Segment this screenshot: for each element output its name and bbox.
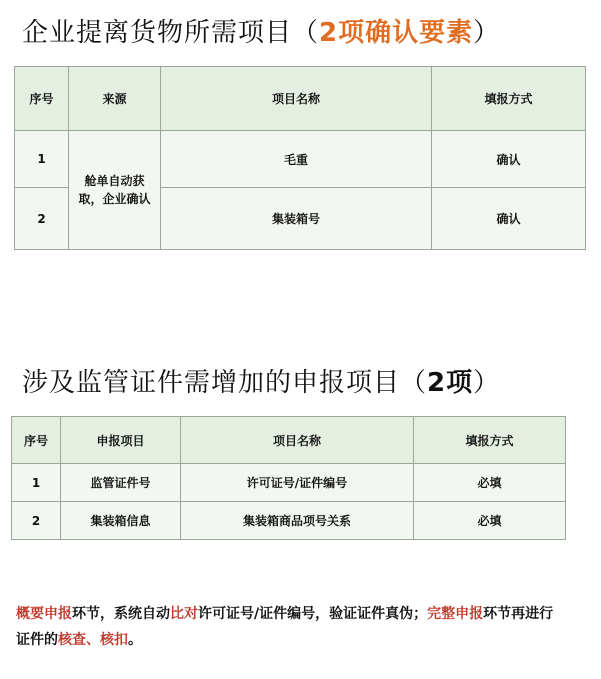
section2-title-suffix: ） (473, 368, 501, 398)
note-text: 。 (128, 632, 142, 648)
footnote (16, 601, 556, 653)
section2-title-bold: 2项 (427, 368, 474, 398)
note-text: 环节再进行证件的 (16, 606, 554, 648)
item-name: 集装箱号 (161, 188, 432, 250)
fill-method: 确认 (432, 131, 586, 188)
table-row (12, 502, 566, 540)
fill-method: 必填 (414, 464, 566, 502)
row-number: 2 (15, 188, 69, 250)
note-red-text: 完整申报 (427, 606, 484, 622)
item-name: 许可证号/证件编号 (181, 464, 414, 502)
row-number: 1 (15, 131, 69, 188)
header-cell: 填报方式 (414, 417, 566, 464)
header-cell: 项目名称 (161, 67, 432, 131)
source-cell: 舱单自动获取，企业确认 (69, 131, 161, 250)
section1-table (14, 66, 586, 250)
header-cell: 项目名称 (181, 417, 414, 464)
note-text: 环节，系统自动 (72, 606, 170, 622)
section1-title-prefix: 企业提离货物所需项目（ (22, 18, 320, 48)
section2-table (11, 416, 566, 540)
table-row (12, 464, 566, 502)
item-name: 集装箱商品项号关系 (181, 502, 414, 540)
declaration-item: 集装箱信息 (61, 502, 181, 540)
fill-method: 必填 (414, 502, 566, 540)
section1-title (22, 12, 500, 49)
header-cell: 序号 (15, 67, 69, 131)
item-name: 毛重 (161, 131, 432, 188)
header-cell: 申报项目 (61, 417, 181, 464)
header-cell: 填报方式 (432, 67, 586, 131)
table-header-row (12, 417, 566, 464)
table-header-row (15, 67, 586, 131)
fill-method: 确认 (432, 188, 586, 250)
section1-title-suffix: ） (473, 18, 501, 48)
note-red-text: 比对 (170, 606, 198, 622)
table-row (15, 131, 586, 188)
section2-title (22, 362, 500, 399)
note-red-text: 核查、核扣 (58, 632, 128, 648)
row-number: 2 (12, 502, 61, 540)
declaration-item: 监管证件号 (61, 464, 181, 502)
section1-title-highlight: 2项确认要素 (319, 18, 474, 48)
row-number: 1 (12, 464, 61, 502)
note-red-text: 概要申报 (16, 606, 72, 622)
section2-title-prefix: 涉及监管证件需增加的申报项目（ (22, 368, 428, 398)
note-text: 许可证号/证件编号，验证证件真伪； (198, 606, 428, 622)
header-cell: 序号 (12, 417, 61, 464)
header-cell: 来源 (69, 67, 161, 131)
